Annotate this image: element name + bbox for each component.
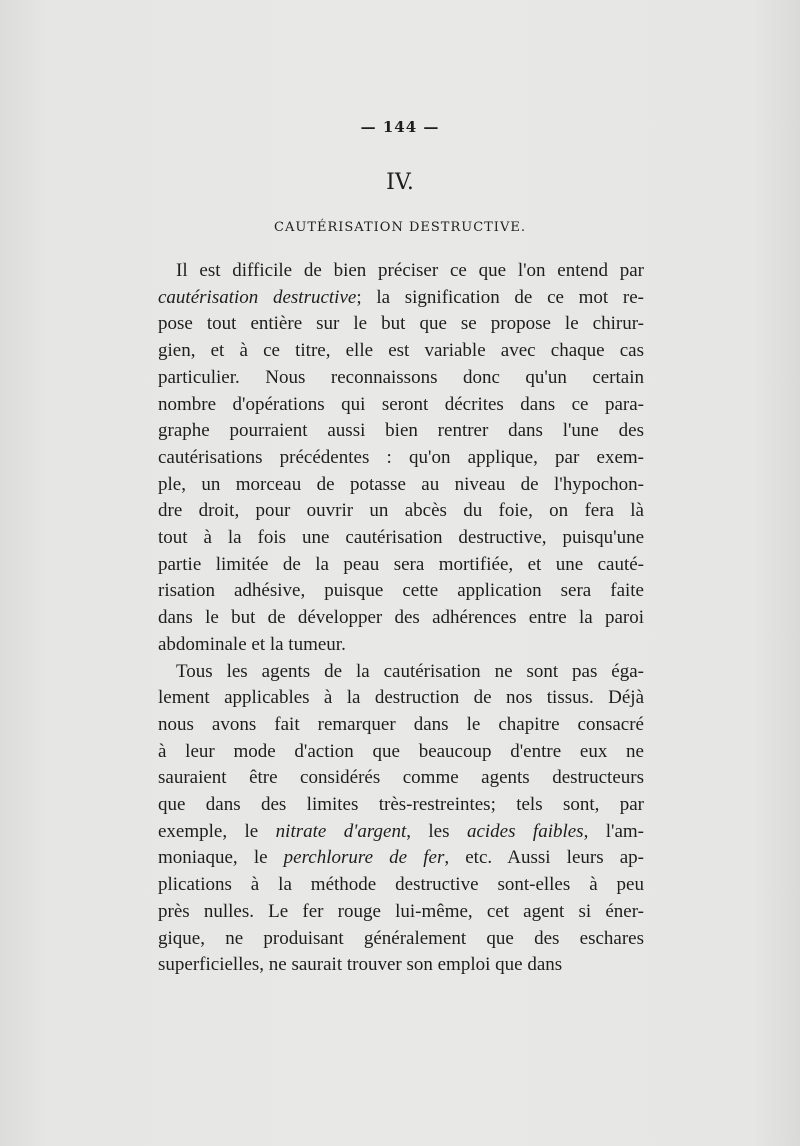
- text-segment: risation adhésive, puisque cette application sera faite: [158, 580, 644, 602]
- italic-term: nitrate d'argent: [275, 820, 407, 842]
- text-segment: lement applicables à la destruction de nos tissus. Déjà: [158, 687, 644, 709]
- page-number: — 144 —: [360, 118, 440, 136]
- text-line: [158, 605, 644, 632]
- text-line: [158, 819, 644, 846]
- text-segment: ple, un morceau de potasse au niveau de l'hypochon-: [158, 473, 644, 495]
- text-segment: Tous les agents de la cautérisation ne sont pas éga-: [176, 660, 644, 682]
- text-segment: tout à la fois une cautérisation destructive, puisqu'une: [158, 527, 644, 549]
- text-line: [158, 338, 644, 365]
- text-line: [158, 899, 644, 926]
- section-title: CAUTÉRISATION DESTRUCTIVE.: [274, 220, 526, 235]
- text-line: [158, 258, 644, 285]
- text-line: [158, 659, 644, 686]
- text-segment: gique, ne produisant généralement que des eschares: [158, 927, 644, 949]
- text-segment: nombre d'opérations qui seront décrites dans ce para-: [158, 393, 644, 415]
- text-segment: , les: [406, 820, 467, 842]
- text-segment: exemple, le: [158, 820, 276, 842]
- text-segment: , l'am-: [583, 820, 645, 842]
- text-segment: nous avons fait remarquer dans le chapitre consacré: [158, 713, 644, 735]
- text-segment: Il est difficile de bien préciser ce que l'on entend par: [176, 260, 644, 281]
- text-line: [158, 765, 644, 792]
- text-segment: dans le but de développer des adhérences entre la paroi: [158, 607, 644, 629]
- text-line: [158, 845, 644, 872]
- text-line: [158, 578, 644, 605]
- text-segment: plications à la méthode destructive sont-elles à peu: [158, 874, 644, 896]
- text-segment: gien, et à ce titre, elle est variable avec chaque cas: [158, 340, 644, 362]
- text-line: [158, 498, 644, 525]
- text-segment: abdominale et la tumeur.: [158, 633, 346, 655]
- text-line: [158, 685, 644, 712]
- text-segment: à leur mode d'action que beaucoup d'entre eux ne: [158, 740, 644, 762]
- italic-term: acides faibles: [466, 820, 584, 842]
- text-segment: moniaque, le: [158, 847, 284, 869]
- italic-term: cautérisation destructive: [158, 286, 357, 308]
- text-line: [158, 392, 644, 419]
- text-line: [158, 552, 644, 579]
- text-line: [158, 792, 644, 819]
- text-line: [158, 418, 644, 445]
- text-line: [158, 285, 644, 312]
- text-segment: ; la signification de ce mot re-: [356, 286, 644, 308]
- text-line: [158, 739, 644, 766]
- text-line: [158, 712, 644, 739]
- text-line: [158, 872, 644, 899]
- body-text: [158, 258, 644, 979]
- text-segment: cautérisations précédentes : qu'on applique, par exem-: [158, 446, 644, 468]
- text-line: [158, 926, 644, 953]
- italic-term: perchlorure de fer: [283, 847, 445, 869]
- text-segment: partie limitée de la peau sera mortifiée, et une cauté-: [158, 553, 644, 575]
- text-line: [158, 472, 644, 499]
- text-segment: que dans des limites très-restreintes; tels sont, par: [158, 794, 644, 816]
- text-segment: , etc. Aussi leurs ap-: [444, 847, 645, 869]
- text-line: [158, 311, 644, 338]
- text-segment: sauraient être considérés comme agents destructeurs: [158, 767, 644, 789]
- section-numeral: IV.: [386, 170, 414, 195]
- text-line: [158, 632, 644, 659]
- text-line: [158, 445, 644, 472]
- text-segment: particulier. Nous reconnaissons donc qu'un certain: [158, 366, 644, 388]
- text-line: [158, 952, 644, 979]
- text-segment: pose tout entière sur le but que se propose le chirur-: [158, 313, 644, 335]
- text-segment: près nulles. Le fer rouge lui-même, cet agent si éner-: [158, 900, 644, 922]
- text-segment: dre droit, pour ouvrir un abcès du foie, on fera là: [158, 500, 644, 522]
- text-segment: graphe pourraient aussi bien rentrer dans l'une des: [158, 420, 644, 442]
- text-segment: superficielles, ne saurait trouver son emploi que dans: [158, 954, 563, 976]
- text-line: [158, 365, 644, 392]
- text-line: [158, 525, 644, 552]
